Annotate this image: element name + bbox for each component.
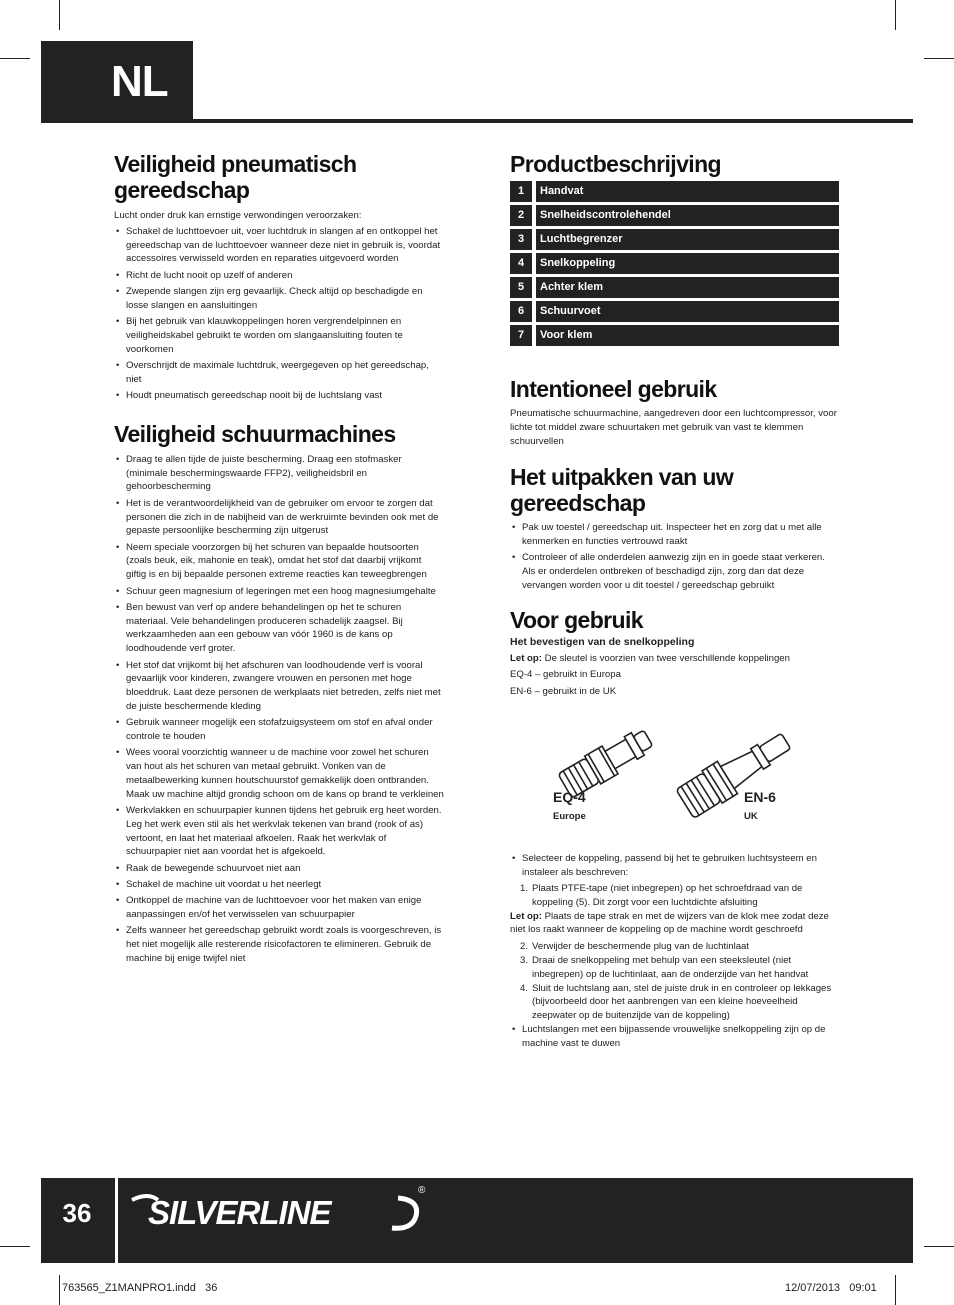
footer-date: 12/07/2013 09:01	[785, 1282, 877, 1294]
unpacking-list	[510, 521, 840, 592]
part-row	[510, 181, 839, 202]
subsection-title-coupling: Het bevestigen van de snelkoppeling	[510, 635, 695, 648]
part-row	[510, 253, 839, 274]
eq4-line: EQ-4 – gebruikt in Europa	[510, 669, 621, 681]
note-tape: Let op: Plaats de tape strak en met de wijzers van de klok mee zodat deze niet los raakt wanneer de koppeling op de machine wordt geschroefd	[510, 910, 829, 936]
section-title-sander-safety: Veiligheid schuurmachines	[114, 420, 396, 447]
step-item: 1. Plaats PTFE-tape (niet inbegrepen) op het schroefdraad van de koppeling (5). Dit zorgt voor een luchtdichte afsluiting	[520, 883, 803, 908]
part-label: Achter klem	[536, 277, 839, 298]
part-number: 4	[510, 253, 532, 274]
intended-use-text: Pneumatische schuurmachine, aangedreven door een luchtcompressor, voor lichte tot middel zware schuurtaken met gebruik van vast te klemmen schuurvellen	[510, 408, 837, 447]
part-number: 7	[510, 325, 532, 346]
section-title-pneumatic-safety: Veiligheid pneumatisch gereedschap	[114, 151, 357, 203]
part-row	[510, 229, 839, 250]
coupling-figure	[550, 716, 810, 828]
list-item: • Wees vooral voorzichtig wanneer u de machine voor zowel het schuren van hout als het schuren van metaal gebruikt. Vonken van de metaalbewerking kunnen houtschuurstof gemakkelijk doen ontbranden. Maak uw machine altijd grondig schoon om de kans op brand te verkleinen	[114, 746, 444, 801]
section-title-intended-use: Intentioneel gebruik	[510, 376, 717, 402]
part-label: Luchtbegrenzer	[536, 229, 839, 250]
right-column	[510, 376, 840, 699]
part-label: Handvat	[536, 181, 839, 202]
part-number: 6	[510, 301, 532, 322]
part-label: Voor klem	[536, 325, 839, 346]
section-title-product: Productbeschrijving	[510, 151, 721, 177]
part-label: Schuurvoet	[536, 301, 839, 322]
part-label: Snelheidscontrolehendel	[536, 205, 839, 226]
part-row	[510, 205, 839, 226]
part-label: Snelkoppeling	[536, 253, 839, 274]
language-tab: NL	[41, 41, 193, 123]
list-item: • Schakel de machine uit voordat u het neerlegt	[114, 878, 444, 892]
list-item: • Zelfs wanneer het gereedschap gebruikt wordt zoals is voorgeschreven, is het niet mogelijk alle resterende risicofactoren te elimineren. Gebruik de machine bij enige twijfel niet	[114, 924, 444, 965]
list-item: • Richt de lucht nooit op uzelf of anderen	[114, 269, 444, 283]
brand-logo	[130, 1190, 430, 1234]
step-item: 3. Draai de snelkoppeling met behulp van een steeksleutel (niet inbegrepen) op de luchtinlaat, aan de onderzijde van het handvat	[520, 955, 809, 980]
list-item: • Houdt pneumatisch gereedschap nooit bij de luchtslang vast	[114, 389, 444, 403]
note-coupling: Let op: De sleutel is voorzien van twee verschillende koppelingen	[510, 652, 790, 664]
eq4-region: Europe	[553, 811, 586, 822]
part-number: 2	[510, 205, 532, 226]
part-number: 3	[510, 229, 532, 250]
install-step-list	[510, 882, 840, 910]
list-item: • Ontkoppel de machine van de luchttoevoer voor het maken van enige aanpassingen en/of het verwisselen van schuurpapier	[114, 894, 444, 922]
page-number: 36	[62, 1198, 92, 1228]
install-step-list	[510, 940, 840, 1023]
en6-region: UK	[744, 811, 758, 822]
part-number: 1	[510, 181, 532, 202]
section-title-before-use: Voor gebruik	[510, 606, 643, 633]
list-item: • Gebruik wanneer mogelijk een stofafzuigsysteem om stof en afval onder controle te houden	[114, 716, 444, 744]
list-item: • Raak de bewegende schuurvoet niet aan	[114, 862, 444, 876]
installation-steps	[510, 852, 840, 1053]
install-bullet-list	[510, 1023, 840, 1051]
en6-line: EN-6 – gebruikt in de UK	[510, 686, 617, 698]
step-item: 2. Verwijder de beschermende plug van de luchtinlaat	[520, 941, 750, 953]
left-column	[114, 151, 444, 968]
list-item: • Bij het gebruik van klauwkoppelingen horen vergrendelpinnen en veiligheidskabel gebruikt te worden om slangaansluiting fouten te voorkomen	[114, 315, 444, 356]
list-item: • Schakel de luchttoevoer uit, voer luchtdruk in slangen af en ontkoppel het gereedschap van de luchttoevoer wanneer deze niet in gebruik is, voordat accessoires verwisseld worden en reparaties uitgevoerd worden	[114, 225, 444, 266]
pneumatic-intro: Lucht onder druk kan ernstige verwondingen veroorzaken:	[114, 210, 362, 221]
install-bullet-list	[510, 852, 840, 880]
step-item: 4. Sluit de luchtslang aan, stel de juiste druk in en controleer op lekkages (bijvoorbeeld door het aanbrengen van een kleine hoeveelheid zeepwater op de buitenzijde van de koppeling)	[520, 982, 832, 1022]
footer-filename: 763565_Z1MANPRO1.indd 36	[62, 1282, 218, 1294]
header-rule	[41, 119, 913, 123]
list-item: • Overschrijdt de maximale luchtdruk, weergegeven op het gereedschap, niet	[114, 359, 444, 387]
list-item: • Het stof dat vrijkomt bij het afschuren van loodhoudende verf is vooral gevaarlijk voor kinderen, zwangere vrouwen en personen met hoge bloeddruk. Laat deze personen de werkplaats niet betreden, zelfs niet met de juiste beschermende kleding	[114, 659, 444, 714]
part-row	[510, 277, 839, 298]
registered-mark: ®	[418, 1185, 426, 1196]
part-row	[510, 301, 839, 322]
eq4-label: EQ-4	[553, 789, 586, 805]
list-item: • Selecteer de koppeling, passend bij het te gebruiken luchtsysteem en instaleer als beschreven:	[510, 852, 840, 880]
brand-logo-text: SILVERLINE	[148, 1194, 331, 1231]
footer-divider	[115, 1178, 118, 1263]
list-item: • Het is de verantwoordelijkheid van de gebruiker om ervoor te zorgen dat personen die zich in de nabijheid van de werkruimte bevinden ook met de gepaste persoonlijke bescherming zijn uitgerust	[114, 497, 444, 538]
list-item: • Pak uw toestel / gereedschap uit. Inspecteer het en zorg dat u met alle kenmerken en functies vertrouwd raakt	[510, 521, 840, 549]
list-item: • Ben bewust van verf op andere behandelingen op het te schuren materiaal. Vele behandelingen produceren schadelijk zaagsel. Bij werkzaamheden aan een gebouw van vóór 1960 is de kans op loodhoudende verf groter.	[114, 601, 444, 656]
part-number: 5	[510, 277, 532, 298]
list-item: • Neem speciale voorzorgen bij het schuren van bepaalde houtsoorten (zoals beuk, eik, mahonie en teak), omdat het stof dat daarbij vrijkomt giftig is en bij bepaalde personen extreme reacties kan teweegbrengen	[114, 541, 444, 582]
part-row	[510, 325, 839, 346]
section-title-unpacking: Het uitpakken van uw gereedschap	[510, 464, 734, 517]
list-item: • Draag te allen tijde de juiste bescherming. Draag een stofmasker (minimale beschermingswaarde FFP2), veiligheidsbril en gehoorbescherming	[114, 453, 444, 494]
en6-label: EN-6	[744, 789, 776, 805]
pneumatic-safety-list	[114, 225, 444, 403]
parts-list	[510, 181, 839, 349]
list-item: • Werkvlakken en schuurpapier kunnen tijdens het gebruik erg heet worden. Leg het werk even stil als het werkvlak tekenen van brand (rook of as) vertoont, en laat het materiaal afkoelen. Raak het werkvlak of schuurpapier niet aan voordat het is afgekoeld.	[114, 804, 444, 859]
list-item: • Luchtslangen met een bijpassende vrouwelijke snelkoppeling zijn op de machine vast te duwen	[510, 1023, 840, 1051]
list-item: • Zwepende slangen zijn erg gevaarlijk. Check altijd op beschadigde en losse slangen en aansluitingen	[114, 285, 444, 313]
sander-safety-list	[114, 453, 444, 966]
list-item: • Controleer of alle onderdelen aanwezig zijn en in goede staat verkeren. Als er onderdelen ontbreken of beschadigd zijn, zorg dan dat deze vervangen worden voor u dit toestel / gereedschap gebruikt	[510, 551, 840, 592]
en6-coupling-illustration	[675, 725, 796, 820]
list-item: • Schuur geen magnesium of legeringen met een hoog magnesiumgehalte	[114, 585, 444, 599]
